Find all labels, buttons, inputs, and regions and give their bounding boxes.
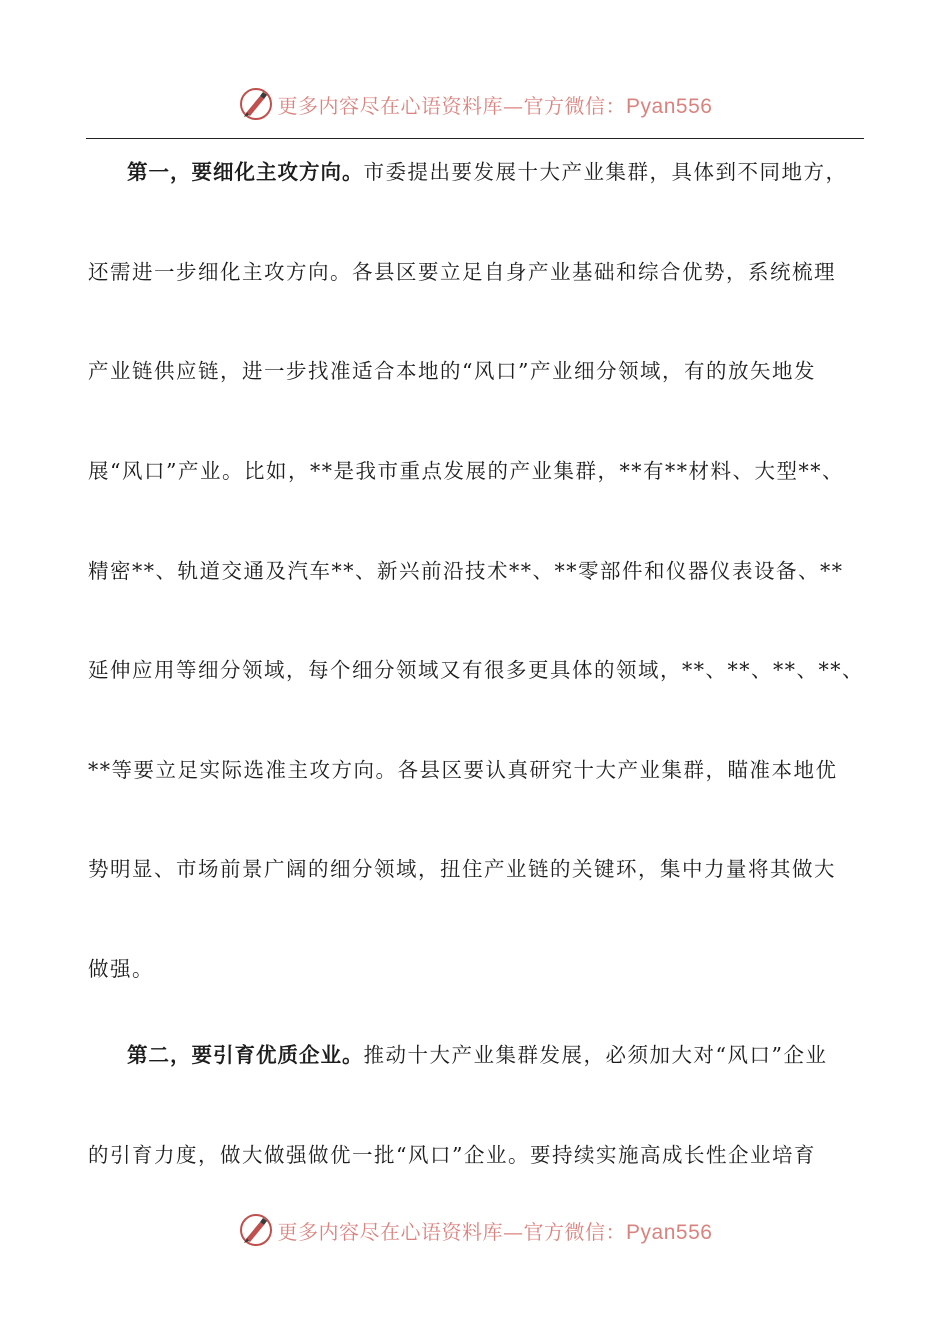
para1-line-4: 展“风口”产业。比如，**是我市重点发展的产业集群，**有**材料、大型**、	[88, 459, 844, 483]
pen-logo-icon	[238, 86, 274, 122]
para1-heading: 第一，要细化主攻方向。	[127, 160, 364, 184]
para1-line-1: 第一，要细化主攻方向。市委提出要发展十大产业集群，具体到不同地方，	[127, 160, 848, 184]
header-divider	[86, 138, 864, 139]
header-banner	[0, 84, 950, 124]
para1-line-8: 势明显、市场前景广阔的细分领域，扭住产业链的关键环，集中力量将其做大	[88, 857, 836, 881]
footer-wechat-id: Pyan556	[626, 1220, 713, 1244]
para1-line-9: 做强。	[88, 957, 154, 981]
footer-banner	[0, 1210, 950, 1250]
para1-line-7: **等要立足实际选准主攻方向。各县区要认真研究十大产业集群，瞄准本地优	[88, 758, 838, 782]
header-wechat-id: Pyan556	[626, 94, 713, 118]
para2-line-1: 第二，要引育优质企业。推动十大产业集群发展，必须加大对“风口”企业	[127, 1043, 828, 1067]
para1-line-3: 产业链供应链，进一步找准适合本地的“风口”产业细分领域，有的放矢地发	[88, 359, 816, 383]
para1-line-5: 精密**、轨道交通及汽车**、新兴前沿技术**、**零部件和仪器仪表设备、**	[88, 559, 844, 583]
para1-line-6: 延伸应用等细分领域，每个细分领域又有很多更具体的领域，**、**、**、**、	[88, 658, 864, 682]
pen-logo-icon	[238, 1212, 274, 1248]
para2-heading: 第二，要引育优质企业。	[127, 1043, 364, 1067]
footer-banner-text: 更多内容尽在心语资料库—官方微信：Pyan556	[277, 1219, 713, 1244]
para2-line-2: 的引育力度，做大做强做优一批“风口”企业。要持续实施高成长性企业培育	[88, 1143, 816, 1167]
para1-line-2: 还需进一步细化主攻方向。各县区要立足自身产业基础和综合优势，系统梳理	[88, 260, 836, 284]
header-banner-text: 更多内容尽在心语资料库—官方微信：Pyan556	[277, 93, 713, 118]
